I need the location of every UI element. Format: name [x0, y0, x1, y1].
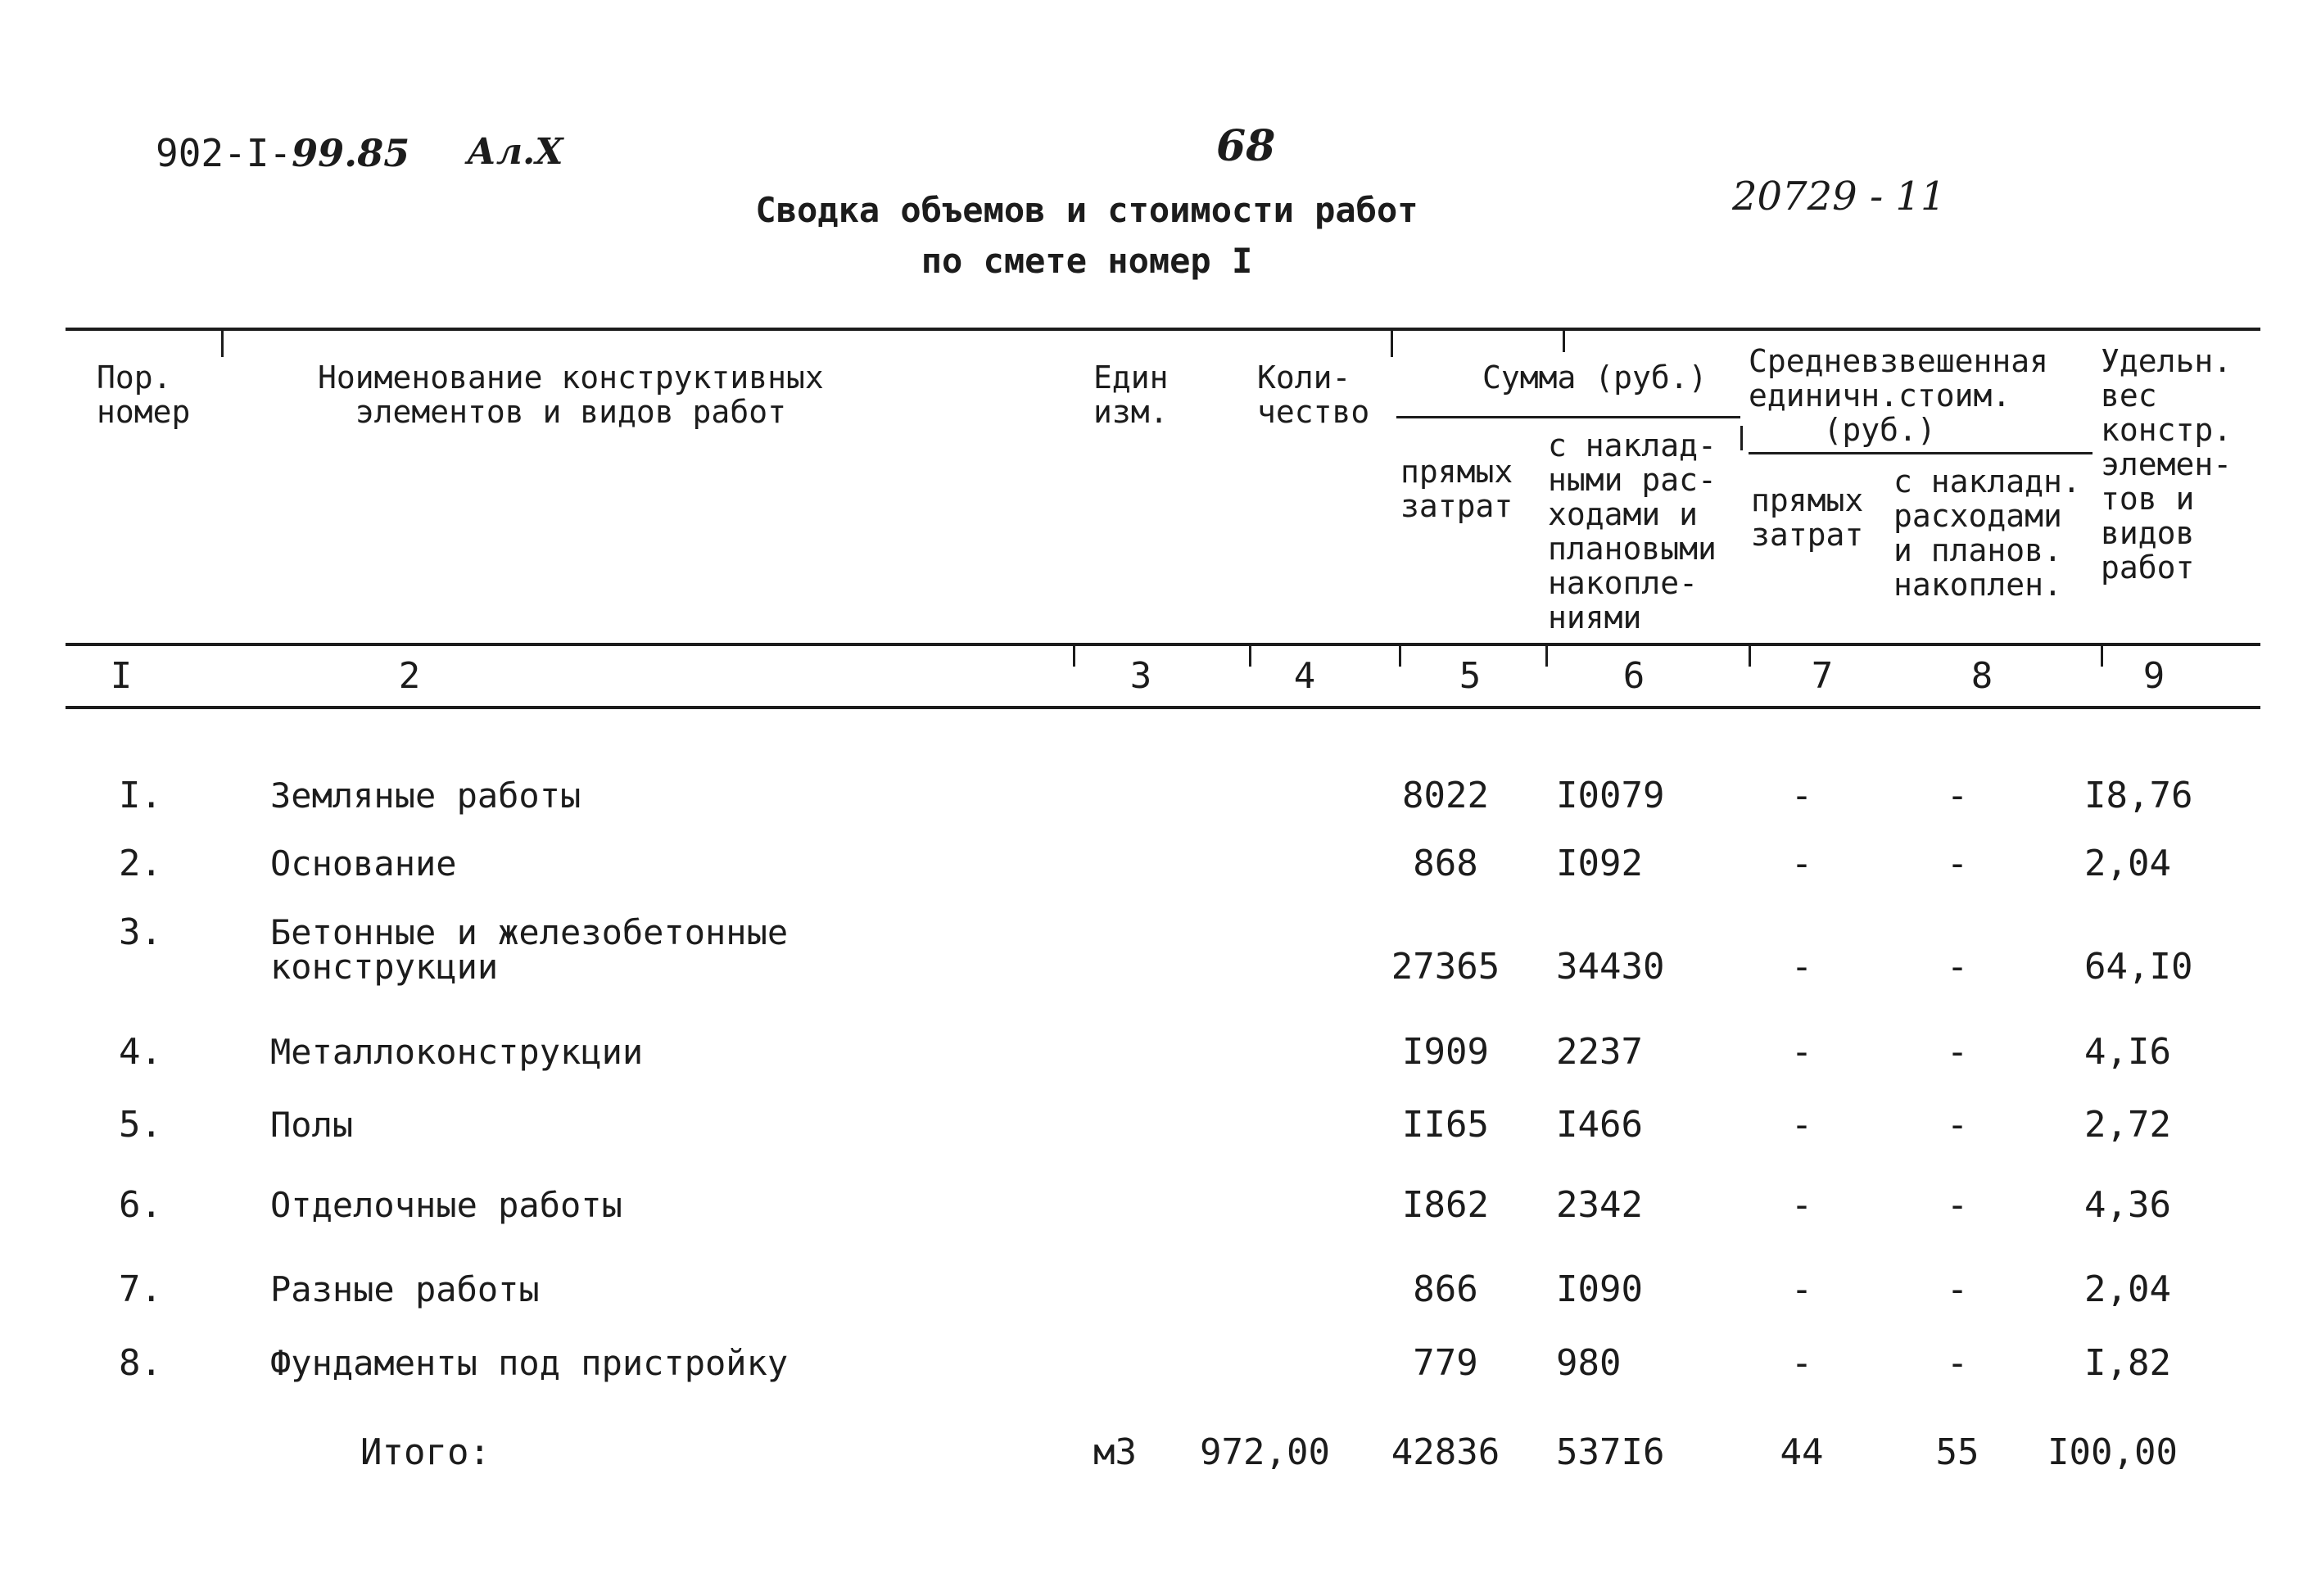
row-name: Разные работы	[270, 1269, 540, 1309]
row-sum-direct: 8022	[1402, 775, 1489, 816]
row-name: Отделочные работы	[270, 1185, 622, 1225]
row-name: Бетонные и железобетонные	[270, 912, 789, 952]
row-number: 2.	[119, 843, 162, 884]
row-sum-overhead: 2342	[1556, 1184, 1643, 1226]
document-code-prefix: 902-I-	[156, 131, 292, 175]
row-share: I,82	[2084, 1342, 2171, 1384]
row-avg-overhead: -	[1946, 1268, 1969, 1310]
header-tick	[1073, 645, 1075, 667]
row-avg-direct: -	[1790, 1184, 1813, 1226]
row-number: 7.	[119, 1268, 162, 1310]
row-number: 5.	[119, 1104, 162, 1146]
col-header-avg-group: Средневзвешенная единичн.стоим. (руб.)	[1749, 343, 2049, 448]
row-name-continuation: конструкции	[270, 947, 499, 987]
row-share: 4,I6	[2084, 1031, 2171, 1073]
header-tick	[1545, 645, 1548, 667]
row-sum-overhead: 980	[1556, 1342, 1622, 1384]
col-header-avg-direct: прямых затрат	[1751, 482, 1864, 553]
row-avg-direct: -	[1790, 1342, 1813, 1384]
column-number: 4	[1293, 655, 1316, 697]
total-unit: м3	[1093, 1431, 1137, 1473]
header-tick	[1391, 329, 1393, 357]
row-sum-direct: I909	[1402, 1031, 1489, 1073]
total-quantity: 972,00	[1200, 1431, 1330, 1473]
col-header-unit: Един изм.	[1093, 359, 1169, 430]
column-number: 9	[2142, 655, 2165, 697]
row-name: Металлоконструкции	[270, 1032, 644, 1072]
row-sum-direct: 868	[1413, 843, 1478, 884]
row-avg-direct: -	[1790, 1031, 1813, 1073]
document-code-handwritten: 99.85	[292, 131, 410, 175]
row-avg-overhead: -	[1946, 1031, 1969, 1073]
row-number: 4.	[119, 1031, 162, 1073]
header-tick	[1399, 645, 1401, 667]
total-sum-direct: 42836	[1391, 1431, 1500, 1473]
col-header-avg-overhead: с накладн. расходами и планов. накоплен.	[1893, 463, 2081, 603]
row-sum-direct: 27365	[1391, 946, 1500, 988]
row-avg-overhead: -	[1946, 1104, 1969, 1146]
row-share: 2,72	[2084, 1104, 2171, 1146]
total-share: I00,00	[2047, 1431, 2178, 1473]
row-share: I8,76	[2084, 775, 2193, 816]
total-label: Итого:	[360, 1431, 491, 1473]
row-avg-overhead: -	[1946, 946, 1969, 988]
column-number: 2	[398, 655, 421, 697]
total-avg-overhead: 55	[1935, 1431, 1979, 1473]
row-avg-direct: -	[1790, 843, 1813, 884]
column-number: I	[110, 655, 133, 697]
row-avg-direct: -	[1790, 946, 1813, 988]
row-share: 2,04	[2084, 843, 2171, 884]
row-name: Земляные работы	[270, 775, 581, 816]
col-header-num: Пор. номер	[97, 359, 191, 430]
col-header-share: Удельн. вес констр. элемен- тов и видов работ	[2101, 343, 2233, 586]
column-number: 8	[1970, 655, 1993, 697]
header-tick	[1740, 426, 1743, 450]
row-avg-direct: -	[1790, 1268, 1813, 1310]
column-number: 7	[1811, 655, 1834, 697]
row-avg-overhead: -	[1946, 843, 1969, 884]
row-sum-direct: II65	[1402, 1104, 1489, 1146]
row-sum-overhead: 2237	[1556, 1031, 1643, 1073]
header-tick	[1749, 645, 1751, 667]
row-sum-overhead: I466	[1556, 1104, 1643, 1146]
col-header-sum-overhead: с наклад- ными рас- ходами и плановыми накопле- ниями	[1548, 427, 1717, 635]
row-share: 2,04	[2084, 1268, 2171, 1310]
row-share: 64,I0	[2084, 946, 2193, 988]
header-tick	[1249, 645, 1251, 667]
row-avg-overhead: -	[1946, 1184, 1969, 1226]
col-header-qty: Коли- чество	[1257, 359, 1370, 430]
document-subtitle: по смете номер I	[921, 241, 1253, 281]
row-avg-direct: -	[1790, 775, 1813, 816]
row-sum-direct: 779	[1413, 1342, 1478, 1384]
total-avg-direct: 44	[1780, 1431, 1824, 1473]
row-avg-direct: -	[1790, 1104, 1813, 1146]
row-name: Основание	[270, 843, 457, 884]
column-number: 3	[1129, 655, 1152, 697]
row-name: Фундаменты под пристройку	[270, 1343, 789, 1383]
header-tick	[221, 329, 224, 357]
row-number: 8.	[119, 1342, 162, 1384]
row-sum-overhead: I090	[1556, 1268, 1643, 1310]
row-name: Полы	[270, 1105, 354, 1145]
page-number: 68	[1216, 121, 1276, 171]
row-sum-overhead: 34430	[1556, 946, 1665, 988]
row-sum-direct: 866	[1413, 1268, 1478, 1310]
row-avg-overhead: -	[1946, 775, 1969, 816]
row-number: 3.	[119, 911, 162, 953]
sum-group-rule	[1396, 416, 1740, 418]
row-avg-overhead: -	[1946, 1342, 1969, 1384]
total-sum-overhead: 537I6	[1556, 1431, 1665, 1473]
inventory-number: 20729 - 11	[1732, 174, 1946, 219]
col-header-sum-direct: прямых затрат	[1400, 454, 1513, 524]
row-number: 6.	[119, 1184, 162, 1226]
sheet-mark: Ал.Х	[467, 131, 563, 173]
document-code	[156, 131, 409, 175]
table-top-rule	[66, 328, 2260, 331]
col-header-name: Ноименование конструктивных элементов и видов работ	[318, 359, 824, 430]
row-number: I.	[119, 775, 162, 816]
row-sum-overhead: I0079	[1556, 775, 1665, 816]
column-number: 6	[1622, 655, 1645, 697]
header-tick	[1563, 329, 1565, 352]
col-header-sum-group: Сумма (руб.)	[1482, 359, 1708, 396]
row-sum-direct: I862	[1402, 1184, 1489, 1226]
header-bottom-rule	[66, 643, 2260, 646]
row-sum-overhead: I092	[1556, 843, 1643, 884]
column-numbers-bottom-rule	[66, 706, 2260, 709]
header-tick	[2101, 645, 2103, 667]
document-title: Сводка объемов и стоимости работ	[755, 190, 1418, 230]
column-number: 5	[1459, 655, 1482, 697]
row-share: 4,36	[2084, 1184, 2171, 1226]
avg-group-rule	[1749, 452, 2093, 454]
